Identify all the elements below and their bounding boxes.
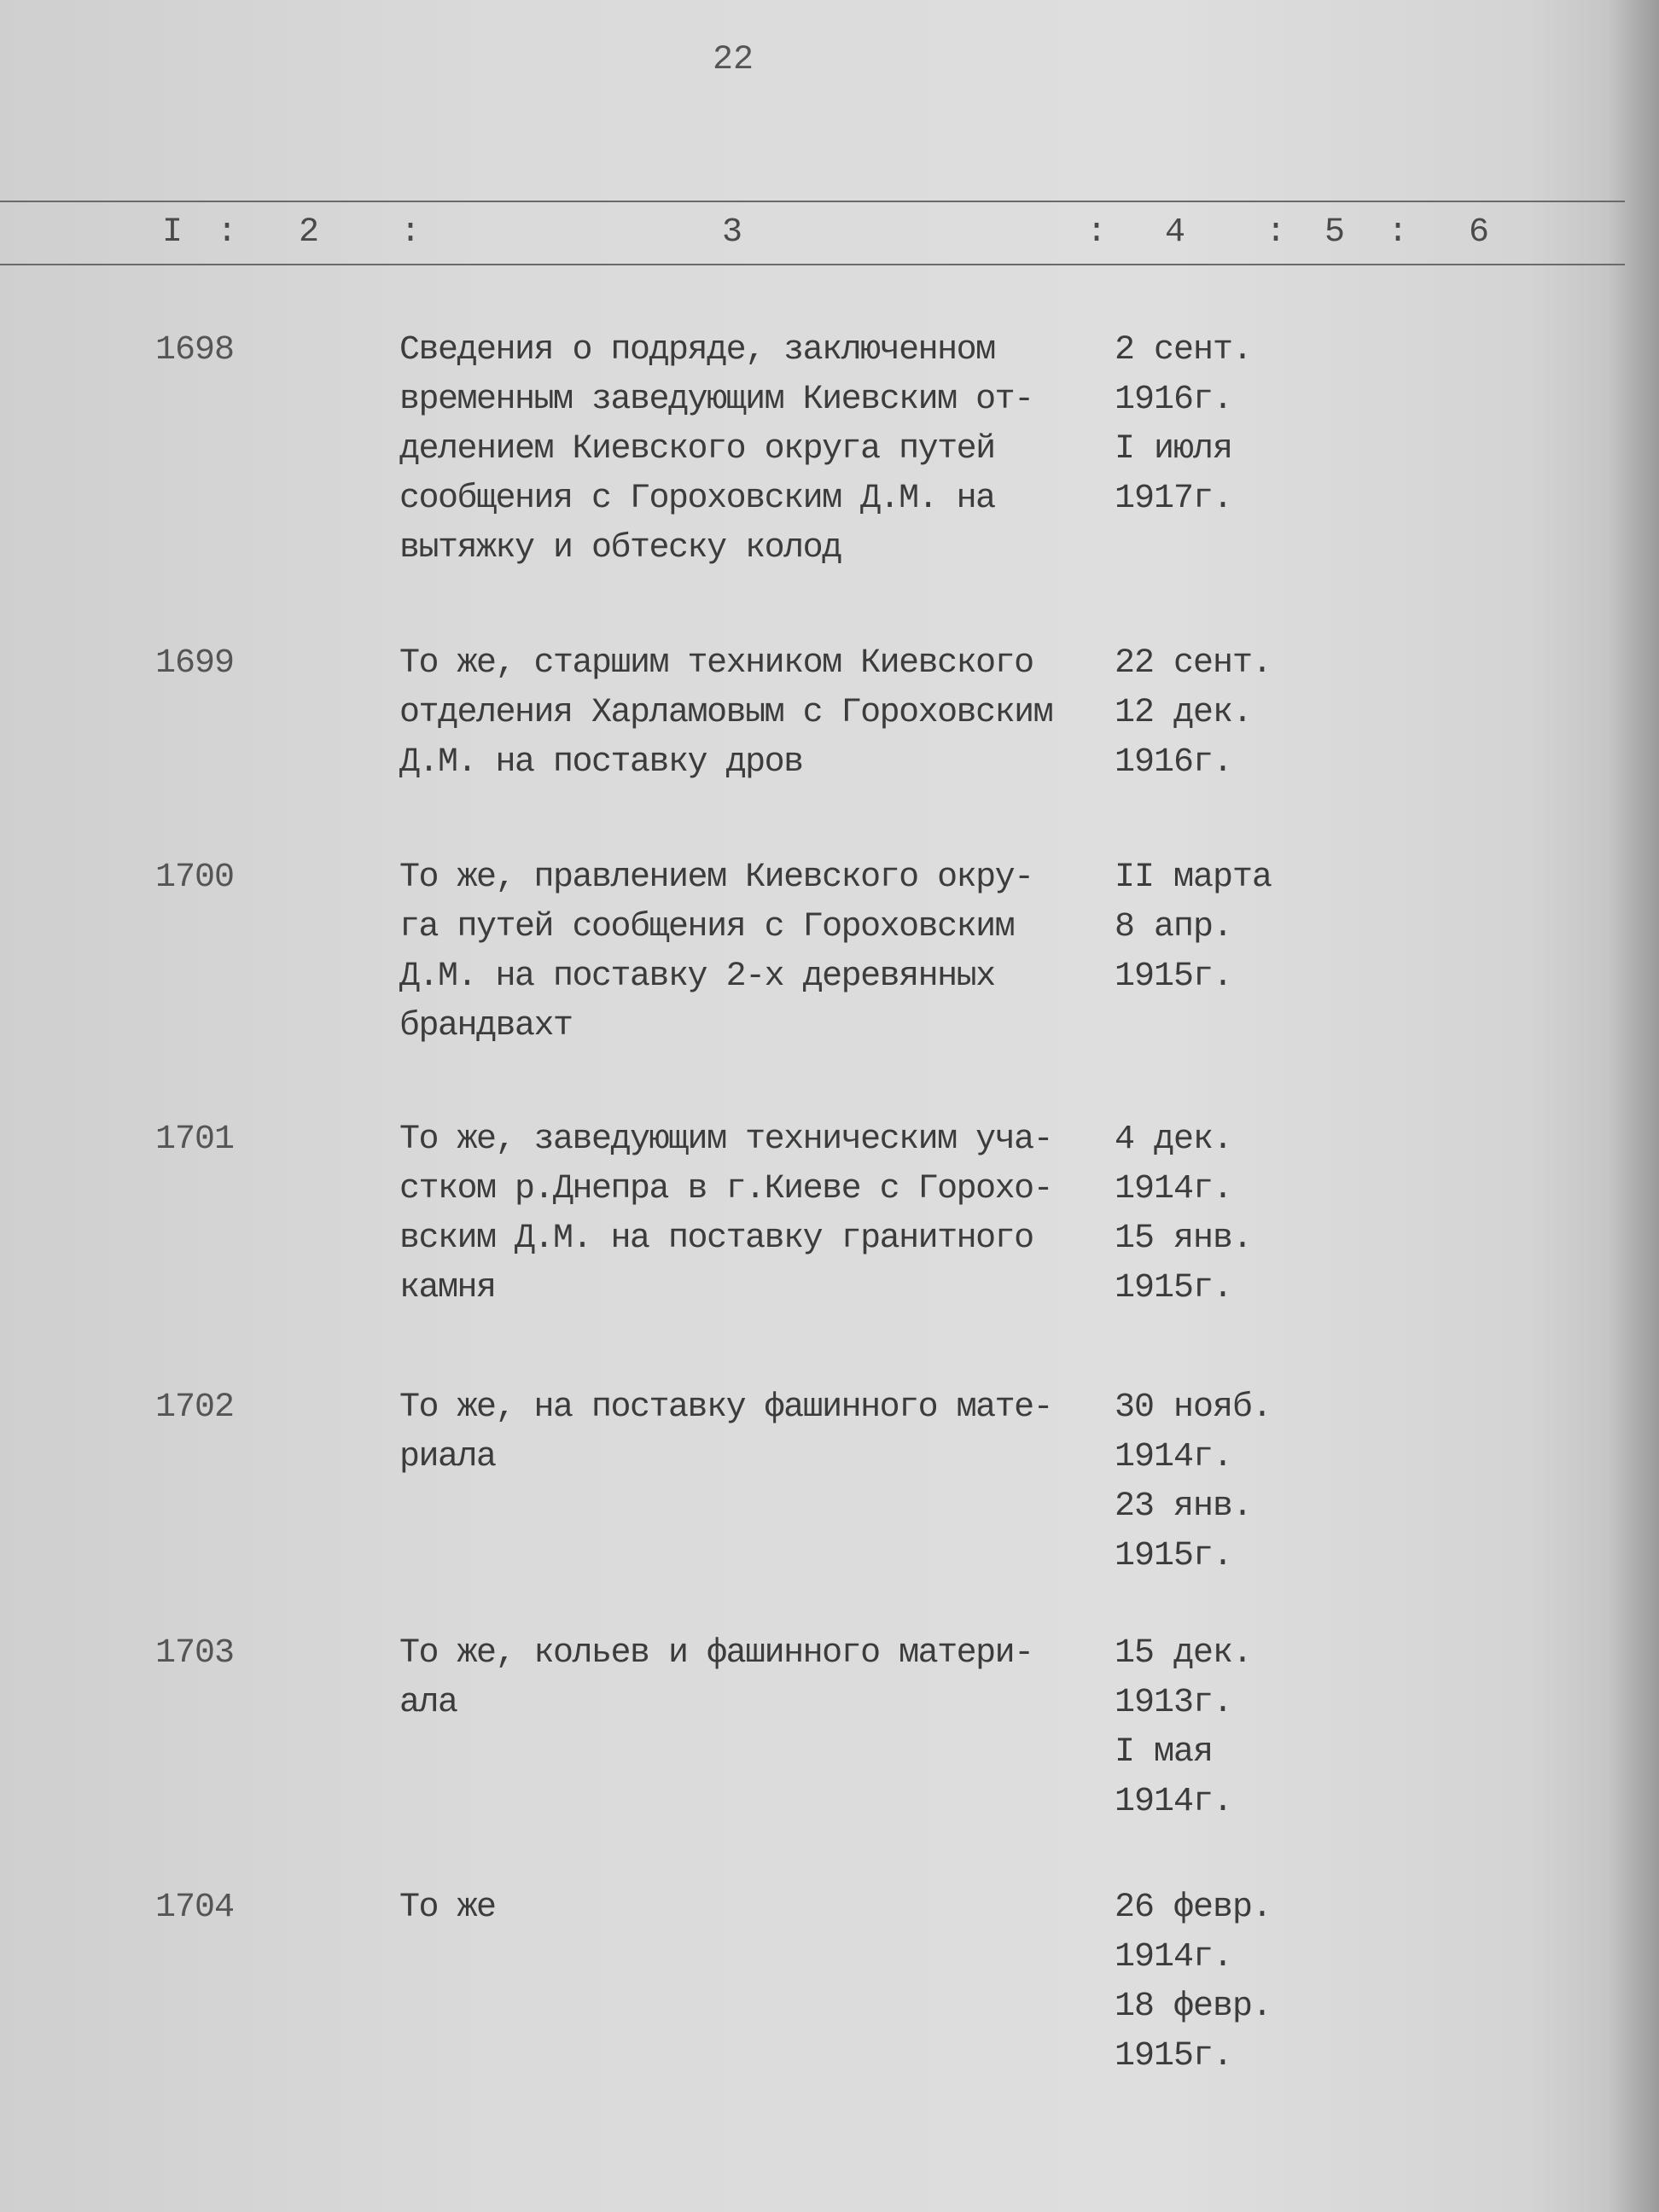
entry-description (399, 326, 1033, 573)
entry-description (399, 1629, 1033, 1728)
date-line: 23 янв. (1115, 1487, 1253, 1526)
date-line: 1915г. (1115, 1537, 1233, 1575)
entry-description (399, 1383, 1052, 1482)
description-line: отделения Харламовым с Гороховским (399, 694, 1053, 732)
date-line: 1915г. (1115, 1269, 1233, 1307)
date-line: 2 сент. (1115, 331, 1253, 370)
col-header-2: 2 (299, 213, 320, 252)
col-header-1: I (162, 213, 183, 252)
col-header-4: 4 (1165, 213, 1186, 252)
description-line: Сведения о подряде, заключенном (399, 331, 995, 370)
col-separator: : (400, 213, 422, 252)
date-line: 1914г. (1115, 1938, 1233, 1976)
date-line: 4 дек. (1115, 1121, 1233, 1159)
date-line: 1914г. (1115, 1783, 1233, 1821)
col-header-5: 5 (1324, 213, 1346, 252)
description-line: То же, заведующим техническим уча- (399, 1121, 1053, 1159)
page-edge-shadow (1608, 0, 1659, 2212)
description-line: стком р.Днепра в г.Киеве с Горохо- (399, 1170, 1053, 1208)
description-line: га путей сообщения с Гороховским (399, 908, 1015, 946)
date-line: 1915г. (1115, 958, 1233, 996)
date-line: 1916г. (1115, 381, 1233, 419)
date-line: 12 дек. (1115, 694, 1253, 732)
col-separator: : (217, 213, 238, 252)
date-line: 1914г. (1115, 1438, 1233, 1476)
header-top-rule (0, 201, 1625, 202)
header-bottom-rule (0, 264, 1625, 265)
date-line: 18 февр. (1115, 1988, 1272, 2026)
entry-number: 1698 (155, 331, 235, 370)
date-line: II марта (1115, 859, 1272, 897)
entry-description (399, 1115, 1052, 1313)
date-line: I мая (1115, 1733, 1214, 1772)
description-line: камня (399, 1269, 496, 1307)
description-line: вским Д.М. на поставку гранитного (399, 1220, 1033, 1258)
description-line: временным заведующим Киевским от- (399, 381, 1033, 419)
date-line: 1914г. (1115, 1170, 1233, 1208)
entry-number: 1704 (155, 1889, 235, 1927)
entry-dates (1115, 1629, 1252, 1827)
description-line: брандвахт (399, 1007, 573, 1045)
description-line: сообщения с Гороховским Д.М. на (399, 480, 995, 518)
description-line: То же, правлением Киевского окру- (399, 859, 1033, 897)
entry-number: 1701 (155, 1121, 235, 1159)
description-line: вытяжку и обтеску колод (399, 529, 841, 568)
entry-dates (1115, 639, 1272, 788)
description-line: Д.М. на поставку дров (399, 743, 803, 782)
entry-dates (1115, 1115, 1252, 1313)
entry-number: 1700 (155, 859, 235, 897)
date-line: 1916г. (1115, 743, 1233, 782)
entry-number: 1702 (155, 1388, 235, 1427)
col-header-6: 6 (1469, 213, 1490, 252)
date-line: 22 сент. (1115, 644, 1272, 683)
entry-dates (1115, 1883, 1272, 2081)
date-line: 30 нояб. (1115, 1388, 1272, 1427)
date-line: 1917г. (1115, 480, 1233, 518)
entry-description (399, 1883, 496, 1933)
description-line: ала (399, 1684, 457, 1722)
entry-dates (1115, 1383, 1272, 1581)
date-line: 1913г. (1115, 1684, 1233, 1722)
date-line: 15 янв. (1115, 1220, 1253, 1258)
col-header-3: 3 (722, 213, 743, 252)
entry-description (399, 639, 1052, 788)
description-line: То же (399, 1889, 496, 1927)
entry-dates (1115, 326, 1252, 524)
description-line: риала (399, 1438, 496, 1476)
description-line: То же, старшим техником Киевского (399, 644, 1033, 683)
col-separator: : (1388, 213, 1409, 252)
description-line: То же, кольев и фашинного матери- (399, 1634, 1033, 1673)
date-line: 15 дек. (1115, 1634, 1253, 1673)
date-line: I июля (1115, 430, 1233, 469)
entry-number: 1699 (155, 644, 235, 683)
col-separator: : (1266, 213, 1287, 252)
entry-number: 1703 (155, 1634, 235, 1673)
entry-description (399, 853, 1033, 1051)
date-line: 26 февр. (1115, 1889, 1272, 1927)
col-separator: : (1086, 213, 1108, 252)
page-number: 22 (713, 41, 754, 79)
date-line: 8 апр. (1115, 908, 1233, 946)
description-line: делением Киевского округа путей (399, 430, 995, 469)
entry-dates (1115, 853, 1272, 1002)
description-line: Д.М. на поставку 2-х деревянных (399, 958, 995, 996)
date-line: 1915г. (1115, 2037, 1233, 2075)
description-line: То же, на поставку фашинного мате- (399, 1388, 1053, 1427)
